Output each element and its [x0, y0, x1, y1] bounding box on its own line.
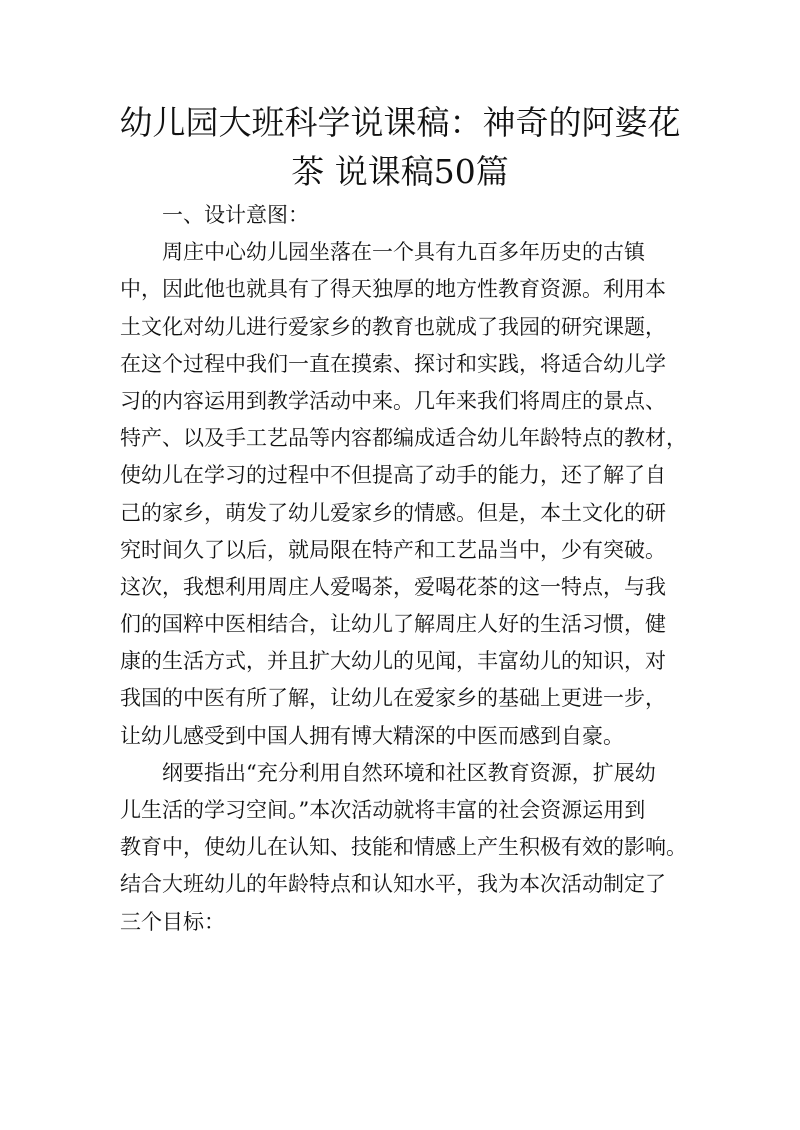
body-text: [120, 197, 685, 941]
section-heading: 一、设计意图：: [162, 203, 309, 227]
paragraph-1-line: 己的家乡，萌发了幼儿爱家乡的情感。但是，本土文化的研: [120, 500, 666, 525]
paragraph-2-line: 儿生活的学习空间。”本次活动就将丰富的社会资源运用到: [120, 798, 646, 822]
paragraph-1-line: 使幼儿在学习的过程中不但提高了动手的能力，还了解了自: [120, 463, 666, 488]
paragraph-1-line: 们的国粹中医相结合，让幼儿了解周庄人好的生活习惯，健: [120, 612, 666, 637]
paragraph-1-line: 康的生活方式，并且扩大幼儿的见闻，丰富幼儿的知识，对: [120, 649, 666, 674]
page-title: [100, 98, 700, 196]
paragraph-1-line: 让幼儿感受到中国人拥有博大精深的中医而感到自豪。: [120, 723, 624, 748]
paragraph-1-line: 土文化对幼儿进行爱家乡的教育也就成了我园的研究课题，: [120, 314, 666, 339]
paragraph-1-line: 究时间久了以后，就局限在特产和工艺品当中，少有突破。: [120, 537, 666, 562]
title-line-2: 茶 说课稿50篇: [291, 152, 509, 191]
paragraph-1-line: 这次，我想利用周庄人爱喝茶，爱喝花茶的这一特点，与我: [120, 574, 666, 599]
paragraph-1-line: 中，因此他也就具有了得天独厚的地方性教育资源。利用本: [120, 277, 666, 302]
paragraph-2-line: 纲要指出“充分利用自然环境和社区教育资源，扩展幼: [162, 760, 656, 785]
paragraph-2-line: 结合大班幼儿的年龄特点和认知水平，我为本次活动制定了: [120, 872, 666, 897]
title-line-1: 幼儿园大班科学说课稿：神奇的阿婆花: [119, 103, 681, 142]
paragraph-1-line: 在这个过程中我们一直在摸索、探讨和实践，将适合幼儿学: [120, 351, 666, 376]
paragraph-1-line: 特产、以及手工艺品等内容都编成适合幼儿年龄特点的教材，: [120, 426, 687, 451]
paragraph-1-line: 周庄中心幼儿园坐落在一个具有九百多年历史的古镇: [162, 240, 645, 265]
paragraph-2-line: 教育中，使幼儿在认知、技能和情感上产生积极有效的影响。: [120, 835, 687, 860]
paragraph-1-line: 我国的中医有所了解，让幼儿在爱家乡的基础上更进一步，: [120, 686, 666, 711]
paragraph-1-line: 习的内容运用到教学活动中来。几年来我们将周庄的景点、: [120, 388, 666, 413]
paragraph-2-line: 三个目标：: [120, 909, 225, 934]
